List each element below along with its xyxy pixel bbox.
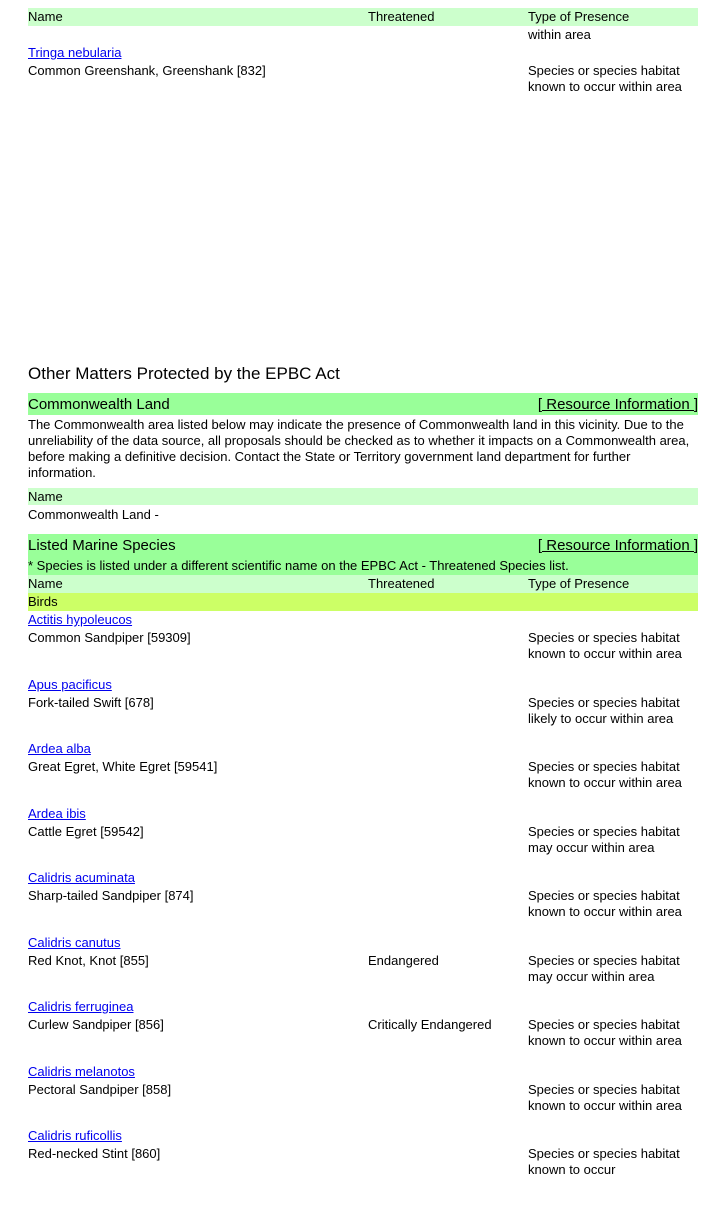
commonwealth-land-row: Commonwealth Land - <box>28 507 159 522</box>
species-common-name: Fork-tailed Swift [678] <box>28 695 154 710</box>
species-presence: Species or species habitat may occur within area <box>528 824 680 855</box>
header-threatened: Threatened <box>368 9 435 24</box>
species-threatened: Endangered <box>368 953 439 968</box>
species-presence: Species or species habitat known to occur within area <box>528 888 682 919</box>
commonwealth-name-header <box>28 488 698 505</box>
species-link[interactable]: Tringa nebularia <box>28 45 122 60</box>
species-link[interactable]: Calidris melanotos <box>28 1064 135 1079</box>
species-presence: Species or species habitat may occur within area <box>528 953 680 984</box>
resource-information-link[interactable]: [ Resource Information ] <box>537 537 698 554</box>
listed-marine-note-bar <box>28 556 698 575</box>
commonwealth-land-header <box>28 393 698 415</box>
species-common-name: Common Sandpiper [59309] <box>28 630 191 645</box>
species-common-name: Red-necked Stint [860] <box>28 1146 161 1161</box>
birds-group-label: Birds <box>28 594 58 609</box>
commonwealth-land-heading: Commonwealth Land <box>28 396 170 413</box>
page-section-title: Other Matters Protected by the EPBC Act <box>28 364 340 383</box>
species-link[interactable]: Ardea alba <box>28 741 91 756</box>
species-common-name: Great Egret, White Egret [59541] <box>28 759 218 774</box>
species-common-name: Red Knot, Knot [855] <box>28 953 149 968</box>
species-common-name: Sharp-tailed Sandpiper [874] <box>28 888 194 903</box>
birds-group-header <box>28 593 698 611</box>
listed-marine-note: * Species is listed under a different scientific name on the EPBC Act - Threatened Species list. <box>28 558 569 573</box>
header-type-of-presence: Type of Presence <box>528 9 630 24</box>
species-link[interactable]: Calidris ferruginea <box>28 999 134 1014</box>
header-name: Name <box>28 9 63 24</box>
header-name: Name <box>28 489 63 504</box>
listed-marine-header <box>28 534 698 556</box>
species-common-name: Cattle Egret [59542] <box>28 824 144 839</box>
commonwealth-land-description: The Commonwealth area listed below may indicate the presence of Commonwealth land in this vicinity. Due to the unreliability of the data source, all proposals should be checked as to whether it impacts on a Commonwealth area, before making a definitive decision. Contact the State or Territory government land department for further information. <box>28 417 690 480</box>
species-presence: Species or species habitat known to occur within area <box>528 759 682 790</box>
header-threatened: Threatened <box>368 576 435 591</box>
species-presence: Species or species habitat known to occur within area <box>528 1082 682 1113</box>
species-common-name: Pectoral Sandpiper [858] <box>28 1082 172 1097</box>
species-link[interactable]: Apus pacificus <box>28 677 112 692</box>
continued-presence-text: within area <box>528 27 591 42</box>
species-link[interactable]: Calidris acuminata <box>28 870 135 885</box>
species-presence: Species or species habitat likely to occur within area <box>528 695 680 726</box>
species-common-name: Common Greenshank, Greenshank [832] <box>28 63 266 78</box>
species-presence: Species or species habitat known to occur within area <box>528 63 682 94</box>
header-name: Name <box>28 576 63 591</box>
species-presence: Species or species habitat known to occur within area <box>528 630 682 661</box>
listed-marine-heading: Listed Marine Species <box>28 537 176 554</box>
species-presence: Species or species habitat known to occur within area <box>528 1017 682 1048</box>
species-link[interactable]: Actitis hypoleucos <box>28 612 133 627</box>
species-link[interactable]: Calidris canutus <box>28 935 121 950</box>
species-presence: Species or species habitat known to occur <box>528 1146 680 1177</box>
species-threatened: Critically Endangered <box>368 1017 492 1032</box>
resource-information-link[interactable]: [ Resource Information ] <box>537 396 698 413</box>
species-common-name: Curlew Sandpiper [856] <box>28 1017 164 1032</box>
species-link[interactable]: Ardea ibis <box>28 806 86 821</box>
species-link[interactable]: Calidris ruficollis <box>28 1128 122 1143</box>
header-type-of-presence: Type of Presence <box>528 576 630 591</box>
